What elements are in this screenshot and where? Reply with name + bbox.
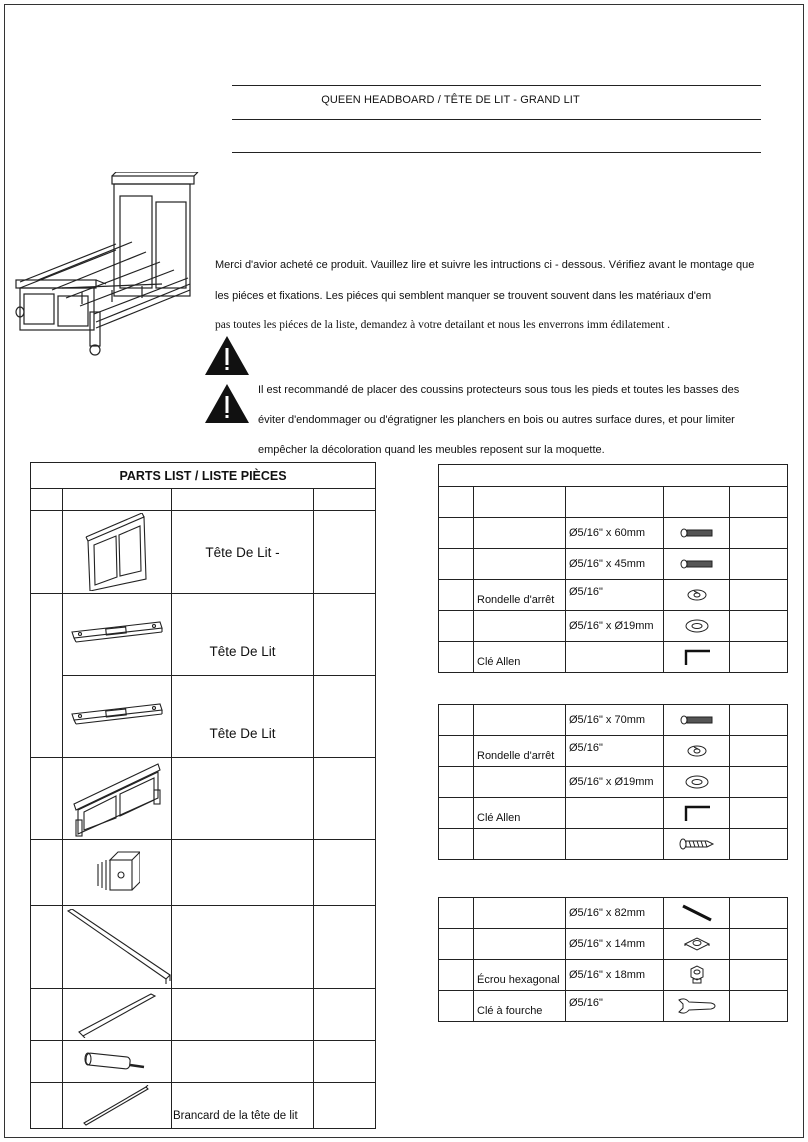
part-name: Tête De Lit: [172, 594, 314, 676]
side-rail-icon: [70, 620, 164, 650]
hardware-desc: Clé Allen: [474, 798, 566, 829]
table-row: [31, 906, 376, 989]
hardware-size: [566, 642, 664, 673]
hardware-table-2: [438, 704, 788, 860]
table-row: [439, 705, 788, 736]
nut-plate-icon: [683, 936, 711, 952]
table-row: [439, 991, 788, 1022]
table-row: [439, 898, 788, 929]
table-row: [439, 736, 788, 767]
part-name: Tête De Lit -: [172, 511, 314, 594]
wood-screw-icon: [679, 838, 715, 850]
hardware-desc: Clé à fourche: [474, 991, 566, 1022]
hardware-desc: [474, 611, 566, 642]
hardware-desc: [474, 829, 566, 860]
footboard-icon: [70, 760, 164, 838]
hardware-size: Ø5/16" x Ø19mm: [566, 767, 664, 798]
lock-washer-icon: [686, 589, 708, 601]
warning-line-3: empêcher la décoloration quand les meubles reposent sur la moquette.: [258, 444, 605, 456]
warning-icon: [204, 382, 250, 424]
table-row: [31, 758, 376, 840]
hardware-size: [566, 829, 664, 860]
intro-line-1: Merci d'avior acheté ce produit. Vauillez lire et suivre les intructions ci - dessous. Vérifiez avant le montage que: [215, 259, 755, 271]
parts-list-header-row: [31, 489, 376, 511]
part-name: [172, 906, 314, 989]
parts-list-title: PARTS LIST / LISTE PIÈCES: [31, 463, 376, 489]
flat-washer-icon: [684, 619, 710, 633]
hardware-desc: [474, 898, 566, 929]
table-row: [439, 642, 788, 673]
hardware-desc: Rondelle d'arrêt: [474, 736, 566, 767]
hardware-desc: [474, 518, 566, 549]
page-title: QUEEN HEADBOARD / TÊTE DE LIT - GRAND LIT: [321, 94, 580, 106]
hardware-size: Ø5/16" x 45mm: [566, 549, 664, 580]
bed-illustration: [12, 172, 200, 362]
hardware-desc: Rondelle d'arrêt: [474, 580, 566, 611]
hardware-desc: [474, 929, 566, 960]
headboard-panel-icon: [82, 513, 152, 591]
part-name: [172, 1041, 314, 1083]
warning-line-1: Il est recommandé de placer des coussins protecteurs sous tous les pieds et toutes les basses des: [258, 384, 740, 396]
table-row: [31, 511, 376, 594]
table-row: [439, 929, 788, 960]
hardware-header-row: [439, 487, 788, 518]
table-row: [439, 611, 788, 642]
hardware-size: Ø5/16" x 14mm: [566, 929, 664, 960]
hardware-desc: [474, 549, 566, 580]
bolt-icon: [680, 715, 714, 725]
hardware-size: Ø5/16" x 60mm: [566, 518, 664, 549]
title-rule-middle: [232, 119, 761, 120]
part-name: Tête De Lit: [172, 676, 314, 758]
table-row: [439, 580, 788, 611]
warning-line-2: éviter d'endommager ou d'égratigner les planchers en bois ou autres surface dures, et pour limiter: [258, 414, 735, 426]
wrench-icon: [677, 997, 717, 1015]
threaded-rod-icon: [679, 903, 715, 923]
table-row: [439, 549, 788, 580]
hardware-desc: [474, 705, 566, 736]
intro-line-3: pas toutes les piéces de la liste, demandez à votre detailant et nous les enverrons imm édilatement .: [215, 319, 671, 331]
table-row: [31, 676, 376, 758]
hardware-desc: [474, 767, 566, 798]
side-rail-icon: [70, 702, 164, 732]
allen-key-icon: [682, 803, 712, 823]
hardware-size: Ø5/16" x 82mm: [566, 898, 664, 929]
part-name: [172, 840, 314, 906]
table-row: [31, 1083, 376, 1129]
hardware-size: Ø5/16": [566, 580, 664, 611]
table-row: [439, 829, 788, 860]
hardware-desc: Écrou hexagonal: [474, 960, 566, 991]
bolt-icon: [680, 559, 714, 569]
headboard-rail-icon: [82, 1085, 152, 1127]
corner-block-icon: [94, 848, 140, 898]
table-row: [31, 1041, 376, 1083]
table-row: [439, 798, 788, 829]
parts-list-table: [30, 462, 376, 1129]
hardware-size: Ø5/16" x 70mm: [566, 705, 664, 736]
hardware-size: [566, 798, 664, 829]
warning-icon: [204, 334, 250, 376]
center-leg-icon: [82, 1049, 152, 1075]
flat-washer-icon: [684, 775, 710, 789]
lock-washer-icon: [686, 745, 708, 757]
table-row: [31, 594, 376, 676]
hardware-table-3: [438, 897, 788, 1022]
table-row: [31, 840, 376, 906]
hardware-title-row: [439, 465, 788, 487]
hardware-size: Ø5/16": [566, 736, 664, 767]
part-name: Brancard de la tête de lit: [172, 1083, 314, 1129]
table-row: [439, 767, 788, 798]
intro-line-2: les piéces et fixations. Les piéces qui semblent manquer se trouvent souvent dans les matériaux d'em: [215, 290, 712, 302]
part-name: [172, 989, 314, 1041]
hex-nut-icon: [688, 965, 706, 985]
table-row: [439, 518, 788, 549]
hardware-table-1: [438, 464, 788, 673]
hardware-size: Ø5/16": [566, 991, 664, 1022]
slat-icon: [66, 909, 172, 985]
support-rail-icon: [77, 992, 157, 1038]
hardware-desc: Clé Allen: [474, 642, 566, 673]
title-rule-top: [232, 85, 761, 86]
bolt-icon: [680, 528, 714, 538]
hardware-size: Ø5/16" x 18mm: [566, 960, 664, 991]
allen-key-icon: [682, 647, 712, 667]
part-name: [172, 758, 314, 840]
title-rule-bottom: [232, 152, 761, 153]
table-row: [31, 989, 376, 1041]
table-row: [439, 960, 788, 991]
hardware-size: Ø5/16" x Ø19mm: [566, 611, 664, 642]
